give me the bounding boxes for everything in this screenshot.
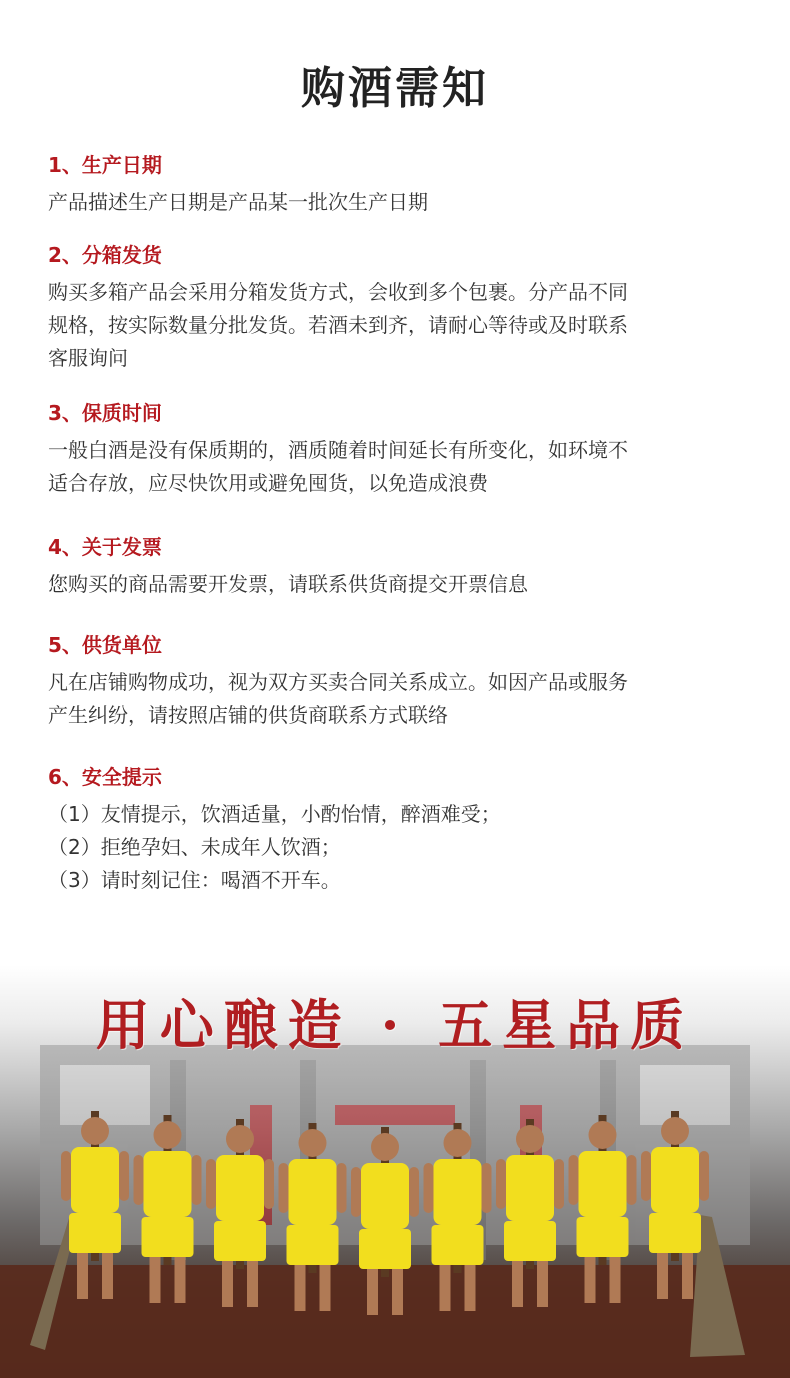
worker-part — [150, 1257, 161, 1303]
worker-part — [649, 1213, 701, 1253]
notice-line: 产生纠纷，请按照店铺的供货商联系方式联络 — [48, 703, 448, 727]
slogan: 用心酿造 · 五星品质 — [95, 993, 695, 1057]
notice-body — [48, 434, 748, 500]
worker-part — [482, 1163, 492, 1213]
worker-part — [142, 1217, 194, 1257]
worker-part — [102, 1253, 113, 1299]
worker-part — [216, 1155, 264, 1221]
worker-part — [144, 1151, 192, 1217]
worker-part — [295, 1265, 306, 1311]
worker-part — [69, 1213, 121, 1253]
worker-part — [424, 1163, 434, 1213]
worker-part — [214, 1221, 266, 1261]
worker-part — [337, 1163, 347, 1213]
worker-part — [279, 1163, 289, 1213]
worker-part — [682, 1253, 693, 1299]
worker-part — [320, 1265, 331, 1311]
worker-part — [175, 1257, 186, 1303]
worker-part — [610, 1257, 621, 1303]
worker-part — [554, 1159, 564, 1209]
worker-part — [504, 1221, 556, 1261]
worker-part — [585, 1257, 596, 1303]
worker-part — [299, 1129, 327, 1157]
notice-heading: 1、生产日期 — [48, 153, 162, 177]
worker-part — [627, 1155, 637, 1205]
worker-part — [512, 1261, 523, 1307]
notice-production-date — [48, 150, 748, 240]
worker-part — [579, 1151, 627, 1217]
notice-line: 产品描述生产日期是产品某一批次生产日期 — [48, 190, 428, 214]
worker-part — [392, 1269, 403, 1315]
worker-part — [465, 1265, 476, 1311]
worker-part — [589, 1121, 617, 1149]
worker-part — [247, 1261, 258, 1307]
notice-split-shipping — [48, 240, 748, 398]
notice-heading: 2、分箱发货 — [48, 243, 162, 267]
notice-body — [48, 666, 748, 732]
worker-part — [699, 1151, 709, 1201]
notice-line: 客服询问 — [48, 346, 128, 370]
notice-body — [48, 186, 748, 219]
notice-heading: 3、保质时间 — [48, 401, 162, 425]
worker-part — [192, 1155, 202, 1205]
worker-part — [409, 1167, 419, 1217]
notice-line: （2）拒绝孕妇、未成年人饮酒； — [48, 835, 341, 859]
worker-part — [434, 1159, 482, 1225]
worker-part — [444, 1129, 472, 1157]
worker-part — [287, 1225, 339, 1265]
notice-body — [48, 568, 748, 601]
worker-part — [661, 1117, 689, 1145]
worker-part — [537, 1261, 548, 1307]
notice-line: （1）友情提示，饮酒适量，小酌怡情，醉酒难受； — [48, 802, 501, 826]
worker-part — [222, 1261, 233, 1307]
worker-part — [432, 1225, 484, 1265]
notice-line: 凡在店铺购物成功，视为双方买卖合同关系成立。如因产品或服务 — [48, 670, 628, 694]
worker-part — [77, 1253, 88, 1299]
worker-part — [71, 1147, 119, 1213]
worker-part — [569, 1155, 579, 1205]
worker-part — [641, 1151, 651, 1201]
worker-part — [367, 1269, 378, 1315]
worker-part — [154, 1121, 182, 1149]
worker-part — [264, 1159, 274, 1209]
notice-line: 规格，按实际数量分批发货。若酒未到齐，请耐心等待或及时联系 — [48, 313, 628, 337]
notice-line: （3）请时刻记住：喝酒不开车。 — [48, 868, 341, 892]
notice-invoice — [48, 532, 748, 630]
worker-part — [226, 1125, 254, 1153]
worker-part — [289, 1159, 337, 1225]
worker-part — [206, 1159, 216, 1209]
notice-line: 适合存放，应尽快饮用或避免囤货，以免造成浪费 — [48, 471, 488, 495]
worker-part — [577, 1217, 629, 1257]
notice-heading: 5、供货单位 — [48, 633, 162, 657]
notice-heading: 6、安全提示 — [48, 765, 162, 789]
worker-part — [81, 1117, 109, 1145]
worker-part — [657, 1253, 668, 1299]
brewery-banner — [0, 965, 790, 1378]
notice-line: 购买多箱产品会采用分箱发货方式，会收到多个包裹。分产品不同 — [48, 280, 628, 304]
notice-list — [48, 150, 748, 897]
notice-body — [48, 276, 748, 375]
page-title: 购酒需知 — [301, 63, 489, 114]
worker-part — [506, 1155, 554, 1221]
notice-line: 一般白酒是没有保质期的，酒质随着时间延长有所变化，如环境不 — [48, 438, 628, 462]
worker-part — [134, 1155, 144, 1205]
worker-part — [119, 1151, 129, 1201]
notice-body — [48, 798, 748, 897]
worker-part — [359, 1229, 411, 1269]
notice-safety — [48, 762, 748, 897]
worker-part — [651, 1147, 699, 1213]
worker-part — [371, 1133, 399, 1161]
notice-heading: 4、关于发票 — [48, 535, 162, 559]
worker-part — [440, 1265, 451, 1311]
notice-supplier — [48, 630, 748, 762]
worker-part — [516, 1125, 544, 1153]
notice-line: 您购买的商品需要开发票，请联系供货商提交开票信息 — [48, 572, 528, 596]
worker-part — [496, 1159, 506, 1209]
worker-part — [61, 1151, 71, 1201]
worker-part — [351, 1167, 361, 1217]
notice-shelf-life — [48, 398, 748, 532]
worker-part — [361, 1163, 409, 1229]
